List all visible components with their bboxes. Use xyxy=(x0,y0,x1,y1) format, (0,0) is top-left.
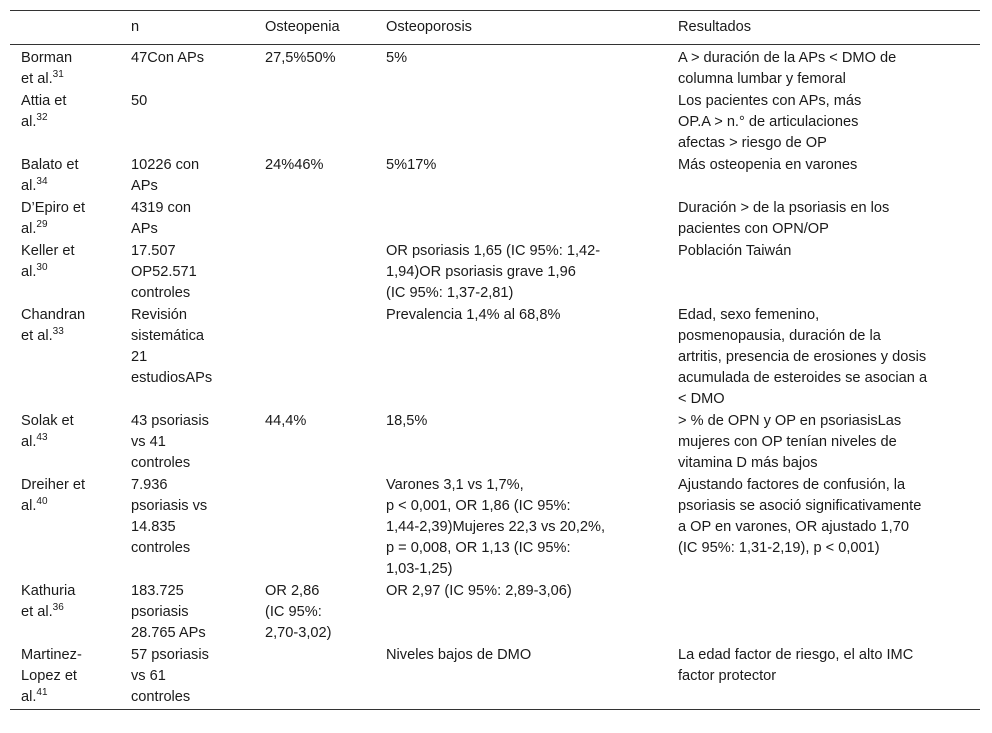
reference-number: 30 xyxy=(36,262,48,274)
cell-osteopenia xyxy=(254,475,375,581)
table-row xyxy=(10,581,980,645)
cell-author xyxy=(10,198,120,241)
reference-number: 33 xyxy=(52,326,64,338)
header-resultados: Resultados xyxy=(678,19,752,35)
cell-osteopenia xyxy=(254,91,375,155)
cell-osteopenia xyxy=(254,305,375,411)
cell-osteoporosis: OR psoriasis 1,65 (IC 95%: 1,42- 1,94)OR psoriasis grave 1,96 (IC 95%: 1,37-2,81) xyxy=(386,243,601,301)
cell-n: 43 psoriasis vs 41 controles xyxy=(131,413,209,471)
cell-n: 4319 con APs xyxy=(131,200,192,237)
cell-n: 47Con APs xyxy=(131,50,205,66)
reference-number: 41 xyxy=(36,687,48,699)
cell-result: Edad, sexo femenino, posmenopausia, duración de la artritis, presencia de erosiones y dosis acumulada de esteroides se asocian a < DMO xyxy=(678,307,928,407)
cell-n: 50 xyxy=(131,93,148,109)
cell-osteoporosis: OR 2,97 (IC 95%: 2,89-3,06) xyxy=(386,583,572,599)
cell-result: > % de OPN y OP en psoriasisLas mujeres con OP tenían niveles de vitamina D más bajos xyxy=(678,413,902,471)
cell-author xyxy=(10,411,120,475)
author-text: Dreiher et al. xyxy=(21,477,86,514)
cell-n: 183.725 psoriasis 28.765 APs xyxy=(131,583,206,641)
table-row xyxy=(10,305,980,411)
cell-n: Revisión sistemática 21 estudiosAPs xyxy=(131,307,213,386)
cell-osteopenia: 44,4% xyxy=(265,413,307,429)
cell-osteopenia xyxy=(254,198,375,241)
reference-number: 43 xyxy=(36,432,48,444)
cell-result: Más osteopenia en varones xyxy=(678,157,858,173)
cell-osteoporosis: 5%17% xyxy=(386,157,437,173)
author-text: D’Epiro et al. xyxy=(21,200,86,237)
table-row xyxy=(10,475,980,581)
cell-n: 10226 con APs xyxy=(131,157,200,194)
cell-osteoporosis xyxy=(375,91,667,155)
cell-result: A > duración de la APs < DMO de columna lumbar y femoral xyxy=(678,50,897,87)
cell-author xyxy=(10,155,120,198)
cell-result: Duración > de la psoriasis en los pacientes con OPN/OP xyxy=(678,200,890,237)
reference-number: 29 xyxy=(36,219,48,231)
cell-author xyxy=(10,645,120,710)
reference-number: 40 xyxy=(36,496,48,508)
cell-n: 7.936 psoriasis vs 14.835 controles xyxy=(131,477,208,556)
cell-osteopenia: OR 2,86 (IC 95%: 2,70-3,02) xyxy=(265,583,332,641)
cell-author xyxy=(10,241,120,305)
cell-osteoporosis: 18,5% xyxy=(386,413,428,429)
cell-osteopenia xyxy=(254,241,375,305)
table-container xyxy=(10,10,980,710)
cell-author xyxy=(10,45,120,92)
author-text: Balato et al. xyxy=(21,157,79,194)
table-row xyxy=(10,45,980,92)
table-row xyxy=(10,645,980,710)
author-text: Borman et al. xyxy=(21,50,73,87)
reference-number: 31 xyxy=(52,69,64,81)
header-row xyxy=(10,11,980,45)
cell-osteoporosis: Niveles bajos de DMO xyxy=(386,647,532,663)
cell-osteoporosis: 5% xyxy=(386,50,408,66)
cell-result: Población Taiwán xyxy=(678,243,792,259)
cell-osteopenia: 24%46% xyxy=(265,157,324,173)
osteoporosis-psoriasis-table xyxy=(10,10,980,710)
cell-osteoporosis: Prevalencia 1,4% al 68,8% xyxy=(386,307,561,323)
header-osteopenia: Osteopenia xyxy=(265,19,340,35)
cell-result xyxy=(667,581,980,645)
header-osteoporosis: Osteoporosis xyxy=(386,19,472,35)
cell-author xyxy=(10,91,120,155)
cell-author xyxy=(10,305,120,411)
table-row xyxy=(10,411,980,475)
cell-osteopenia: 27,5%50% xyxy=(265,50,336,66)
cell-author xyxy=(10,475,120,581)
author-text: Attia et al. xyxy=(21,93,67,130)
header-n: n xyxy=(131,19,140,35)
cell-result: Los pacientes con APs, más OP.A > n.° de articulaciones afectas > riesgo de OP xyxy=(678,93,862,151)
reference-number: 32 xyxy=(36,112,48,124)
cell-osteoporosis xyxy=(375,198,667,241)
table-row xyxy=(10,198,980,241)
cell-n: 17.507 OP52.571 controles xyxy=(131,243,197,301)
cell-n: 57 psoriasis vs 61 controles xyxy=(131,647,209,705)
cell-osteoporosis: Varones 3,1 vs 1,7%, p < 0,001, OR 1,86 (IC 95%: 1,44-2,39)Mujeres 22,3 vs 20,2%, p = 0,008, OR 1,13 (IC 95%: 1,03-1,25) xyxy=(386,477,606,577)
cell-result: Ajustando factores de confusión, la psoriasis se asoció significativamente a OP en varones, OR ajustado 1,70 (IC 95%: 1,31-2,19), p < 0,001) xyxy=(678,477,922,556)
author-text: Keller et al. xyxy=(21,243,75,280)
table-row xyxy=(10,241,980,305)
table-row xyxy=(10,91,980,155)
author-text: Solak et al. xyxy=(21,413,74,450)
author-text: Kathuria et al. xyxy=(21,583,76,620)
author-text: Martinez- Lopez et al. xyxy=(21,647,82,705)
header-author xyxy=(10,11,120,45)
cell-osteopenia xyxy=(254,645,375,710)
author-text: Chandran et al. xyxy=(21,307,86,344)
reference-number: 36 xyxy=(52,602,64,614)
reference-number: 34 xyxy=(36,176,48,188)
cell-result: La edad factor de riesgo, el alto IMC factor protector xyxy=(678,647,914,684)
table-row xyxy=(10,155,980,198)
cell-author xyxy=(10,581,120,645)
